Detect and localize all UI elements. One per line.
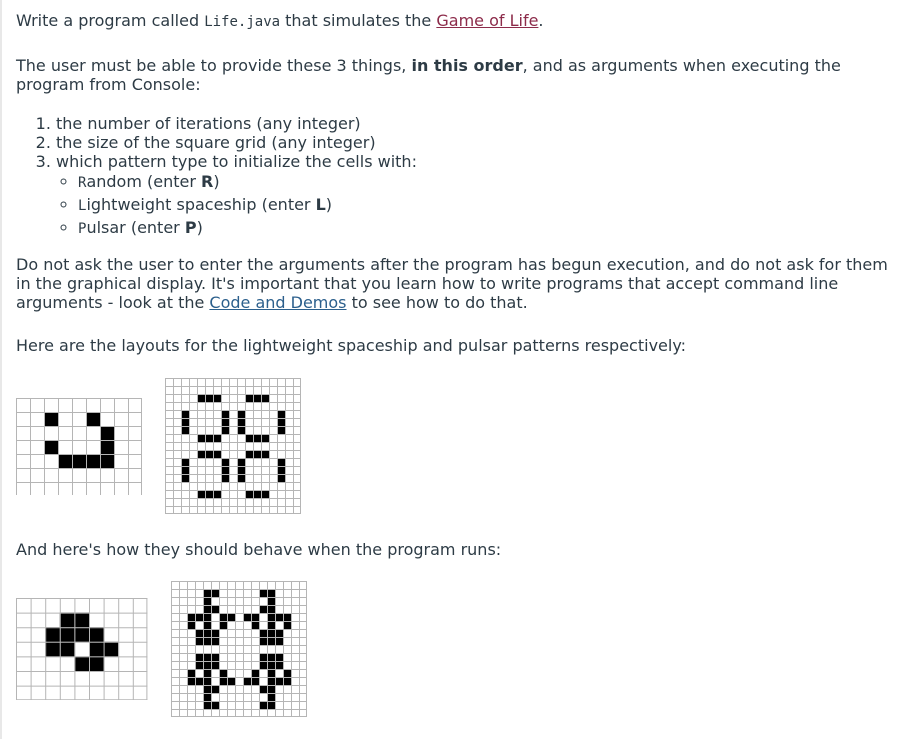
live-cell [205,490,213,498]
live-cell [237,474,245,482]
live-cell [211,653,219,661]
live-cell [203,629,211,637]
live-cell [221,458,229,466]
step-iterations: 1. the number of iterations (any integer) [56,114,417,133]
left-border [0,0,2,739]
live-cell [259,629,267,637]
live-cell [267,629,275,637]
live-cell [267,669,275,677]
live-cell [195,661,203,669]
live-cell [283,677,291,685]
live-cell [267,653,275,661]
live-cell [89,656,104,671]
live-cell [219,669,227,677]
live-cell [44,412,58,426]
live-cell [277,466,285,474]
live-cell [181,474,189,482]
spaceship-behavior-image [16,598,148,700]
live-cell [253,490,261,498]
live-cell [259,637,267,645]
live-cell [89,627,104,642]
live-cell [104,642,119,657]
live-cell [267,597,275,605]
live-cell [253,450,261,458]
live-cell [221,474,229,482]
live-cell [203,589,211,597]
live-cell [275,629,283,637]
live-cell [251,677,259,685]
live-cell [203,685,211,693]
live-cell [237,418,245,426]
pattern-random-initial: R [78,175,87,191]
live-cell [195,613,203,621]
live-cell [58,454,72,468]
requirements-prefix: The user must be able to provide these 3 things, [16,56,412,75]
live-cell [227,677,235,685]
intro-middle: that simulates the [280,11,437,30]
live-cell [187,621,195,629]
live-cell [74,613,89,628]
live-cell [45,642,60,657]
pulsar-behavior-image [171,581,307,717]
live-cell [267,589,275,597]
live-cell [253,434,261,442]
live-cell [261,434,269,442]
live-cell [243,677,251,685]
live-cell [203,597,211,605]
live-cell [203,653,211,661]
requirements-bold: in this order [411,56,523,75]
live-cell [267,701,275,709]
live-cell [267,637,275,645]
live-cell [211,661,219,669]
live-cell [221,418,229,426]
live-cell [283,669,291,677]
live-cell [283,621,291,629]
live-cell [205,434,213,442]
live-cell [86,412,100,426]
live-cell [100,426,114,440]
code-and-demos-link[interactable]: Code and Demos [209,293,347,312]
live-cell [211,637,219,645]
pattern-pulsar [78,217,417,240]
live-cell [243,613,251,621]
live-cell [203,621,211,629]
pattern-random-end: ) [213,172,220,191]
live-cell [219,677,227,685]
live-cell [267,677,275,685]
live-cell [277,426,285,434]
live-cell [213,490,221,498]
live-cell [181,410,189,418]
live-cell [100,440,114,454]
pulsar-behavior-grid [171,581,307,717]
live-cell [74,656,89,671]
live-cell [211,701,219,709]
live-cell [267,693,275,701]
live-cell [261,394,269,402]
pattern-pulsar-initial: P [78,221,87,237]
live-cell [251,621,259,629]
live-cell [251,669,259,677]
live-cell [197,450,205,458]
live-cell [237,458,245,466]
pattern-lightweight-end: ) [325,195,333,214]
live-cell [205,450,213,458]
live-cell [245,434,253,442]
arguments-prefix: Do not ask the user to enter the arguments after the program has begun execution, and do not ask for them in the graphical display. It's important that you learn how to write programs that accept command line arguments - look at the [16,255,888,312]
live-cell [203,605,211,613]
live-cell [221,466,229,474]
arguments-paragraph [16,255,896,312]
live-cell [89,642,104,657]
live-cell [211,589,219,597]
live-cell [86,454,100,468]
live-cell [197,490,205,498]
live-cell [221,426,229,434]
live-cell [203,669,211,677]
live-cell [277,474,285,482]
live-cell [74,627,89,642]
layouts-paragraph: Here are the layouts for the lightweight spaceship and pulsar patterns respectively: [16,336,687,355]
live-cell [267,613,275,621]
pattern-lightweight-key: L [315,195,326,214]
live-cell [181,418,189,426]
spaceship-behavior-grid [16,598,148,700]
live-cell [277,418,285,426]
lightweight-spaceship-grid [16,398,142,495]
live-cell [197,394,205,402]
live-cell [261,450,269,458]
live-cell [245,450,253,458]
live-cell [237,426,245,434]
live-cell [259,661,267,669]
live-cell [197,434,205,442]
live-cell [181,466,189,474]
pattern-pulsar-end: ) [196,218,203,237]
live-cell [181,426,189,434]
game-of-life-link[interactable]: Game of Life [436,11,539,30]
live-cell [283,613,291,621]
live-cell [195,629,203,637]
requirements-paragraph [16,56,896,94]
live-cell [259,685,267,693]
live-cell [219,613,227,621]
step-grid-size: 2. the size of the square grid (any integer) [56,133,417,152]
live-cell [259,605,267,613]
pattern-random [78,171,417,194]
live-cell [211,685,219,693]
live-cell [203,693,211,701]
live-cell [267,605,275,613]
pattern-lightweight-initial: L [78,198,87,214]
live-cell [213,450,221,458]
live-cell [100,454,114,468]
live-cell [213,434,221,442]
live-cell [187,677,195,685]
live-cell [259,653,267,661]
pulsar-image [165,378,302,515]
live-cell [187,613,195,621]
live-cell [195,653,203,661]
live-cell [203,661,211,669]
live-cell [203,677,211,685]
live-cell [181,458,189,466]
pattern-pulsar-text: ulsar (enter [86,218,185,237]
live-cell [251,613,259,621]
live-cell [267,685,275,693]
live-cell [253,394,261,402]
live-cell [187,669,195,677]
live-cell [60,627,75,642]
live-cell [227,613,235,621]
live-cell [221,410,229,418]
live-cell [275,613,283,621]
live-cell [245,394,253,402]
live-cell [245,490,253,498]
step-pattern-label: which pattern type to initialize the cells with: [56,152,417,171]
lightweight-spaceship-image [16,398,142,495]
live-cell [259,589,267,597]
live-cell [275,653,283,661]
live-cell [195,637,203,645]
live-cell [45,627,60,642]
live-cell [60,613,75,628]
pattern-pulsar-key: P [184,218,197,237]
live-cell [219,621,227,629]
step-pattern [56,152,417,240]
pattern-lightweight [78,194,417,217]
live-cell [60,642,75,657]
live-cell [275,637,283,645]
live-cell [277,458,285,466]
live-cell [237,410,245,418]
live-cell [72,454,86,468]
live-cell [267,621,275,629]
live-cell [275,677,283,685]
requirements-suffix: , and as arguments when executing the program from Console: [16,56,841,94]
arguments-suffix: to see how to do that. [346,293,528,312]
live-cell [195,677,203,685]
pattern-random-text: andom (enter [86,172,202,191]
live-cell [261,490,269,498]
live-cell [211,605,219,613]
behave-paragraph: And here's how they should behave when the program runs: [16,540,502,559]
intro-paragraph [16,11,544,32]
live-cell [277,410,285,418]
live-cell [275,661,283,669]
live-cell [259,701,267,709]
pattern-options-list [56,171,417,240]
live-cell [237,466,245,474]
intro-suffix: . [538,11,544,30]
live-cell [211,629,219,637]
live-cell [203,637,211,645]
intro-prefix: Write a program called [16,11,205,30]
live-cell [205,394,213,402]
filename-code: Life.java [204,14,281,30]
live-cell [213,394,221,402]
pattern-random-key: R [201,172,214,191]
pattern-lightweight-text: ightweight spaceship (enter [86,195,316,214]
live-cell [203,613,211,621]
steps-list [16,114,417,240]
pulsar-grid [165,378,302,515]
live-cell [44,440,58,454]
live-cell [203,701,211,709]
live-cell [267,661,275,669]
